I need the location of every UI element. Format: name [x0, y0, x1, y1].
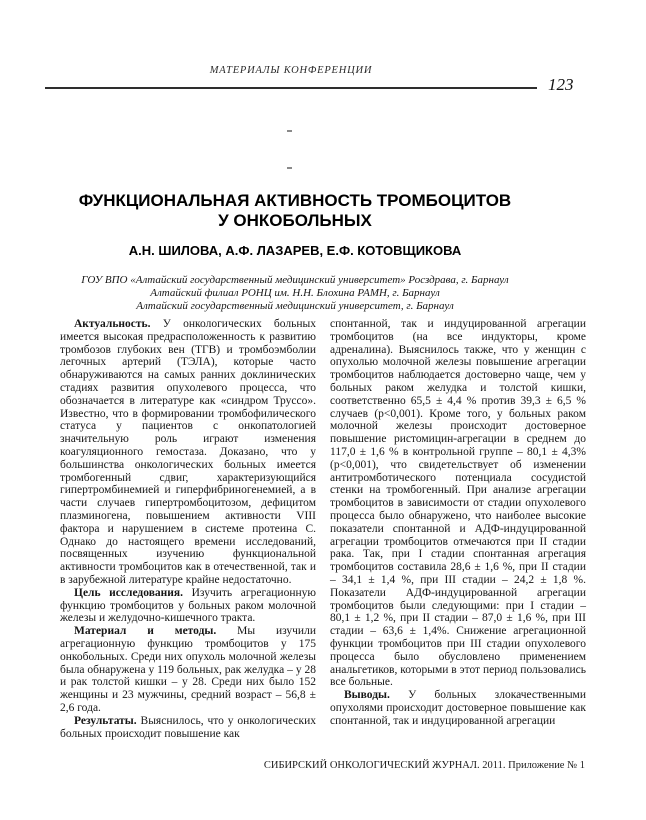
article-title: [45, 191, 545, 230]
article-title-line-1: ФУНКЦИОНАЛЬНАЯ АКТИВНОСТЬ ТРОМБОЦИТОВ: [78, 191, 512, 210]
affiliation-2: Алтайский филиал РОНЦ им. Н.Н. Блохина РАМН, г. Барнаул: [150, 287, 440, 299]
body-right-column: [330, 318, 586, 728]
page-number: 123: [548, 75, 574, 94]
paragraph-rezultaty-continued: [330, 318, 586, 689]
article-title-line-2: У ОНКОБОЛЬНЫХ: [218, 210, 372, 230]
scan-artifact-dash: [287, 130, 292, 132]
paragraph-text: У больных злокачественными опухолями происходит достоверное повышение как спонтанной, так и индуцированной агрегации: [330, 689, 586, 727]
running-head: МАТЕРИАЛЫ КОНФЕРЕНЦИИ: [209, 65, 373, 76]
paragraph-cel-issledovaniya: [60, 587, 316, 625]
paragraph-aktualnost: [60, 318, 316, 587]
journal-footer: СИБИРСКИЙ ОНКОЛОГИЧЕСКИЙ ЖУРНАЛ. 2011. Приложение № 1: [263, 760, 585, 771]
affiliation-3: Алтайский государственный медицинский университет, г. Барнаул: [136, 300, 454, 312]
paragraph-text: спонтанной, так и индуцированной агрегации тромбоцитов (на все индукторы, кроме адреналина). Выяснилось также, что у женщин с опухолью молочной железы повышение агрегации тромбоцитов наблюдается достоверно чаще, чем у больных раком желудка и толстой кишки, соответственно 65,5 ± 4,4 % против 39,3 ± 6,5 % случаев (p<0,001). Кроме того, у больных раком молочной железы происходит достоверное повышение ристомицин-агрегации в среднем до 117,0 ± 1,6 % в контрольной группе – 80,1 ± 4,3% (p<0,001), что свидетельствует об изменении антитромботического потенциала сосудистой стенки на тромбогенный. При анализе агрегации тромбоцитов в зависимости от стадии опухолевого процесса было обнаружено, что наиболее высокие показатели спонтанной и АДФ-индуцированной агрегации тромбоцитов отмечаются при II стадии рака. Так, при I стадии спонтанная агрегация тромбоцитов составила 28,6 ± 1,6 %, при II стадии – 34,1 ± 1,4 %, при III стадии – 24,2 ± 1,8 %. Показатели АДФ-индуцированной агрегации тромбоцитов были следующими: при I стадии – 80,1 ± 1,2 %, при II стадии – 87,0 ± 1,6 %, при III стадии – 63,6 ± 1,4%. Снижение агрегационной функции тромбоцитов при III стадии опухолевого процесса было обусловлено применением анальгетиков, которыми в этот период пользовались все больные.: [330, 318, 586, 689]
paragraph-material-i-metody: [60, 625, 316, 715]
paragraph-text: У онкологических больных имеется высокая предрасположенность к развитию тромбозов глубоких вен (ТГВ) и тромбоэмболии легочных артерий (ТЭЛА), которые часто обнаруживаются на самых ранних доклинических стадиях развития опухолевого процесса, что обозначается в литературе как «синдром Труссо». Известно, что в формировании тромбофилического статуса у пациентов с онкопатологией значительную роль играют изменения коагуляционного гемостаза. Доказано, что у большинства онкологических больных имеется тромбогенный сдвиг, характеризующийся гипертромбинемией и гиперфибриногенемией, а в части случаев гипертромбоцитозом, дефицитом плазминогена, повышением активности VIII фактора и нарушением в системе протеина С. Однако до настоящего времени исследований, посвященных изучению функциональной активности тромбоцитов как в отечественной, так и в зарубежной литературе крайне недостаточно.: [60, 318, 316, 586]
paragraph-lead: Результаты.: [74, 714, 137, 727]
affiliations-block: [45, 274, 545, 313]
paragraph-lead: Выводы.: [344, 689, 390, 702]
paragraph-lead: Актуальность.: [74, 318, 151, 330]
paragraph-rezultaty: [60, 715, 316, 741]
paragraph-vyvody: [330, 689, 586, 727]
paragraph-lead: Материал и методы.: [74, 625, 217, 638]
paragraph-text: Выяснилось, что у онкологических больных происходит повышение как: [60, 714, 316, 740]
paragraph-lead: Цель исследования.: [74, 586, 184, 599]
body-left-column: [60, 318, 316, 740]
header-rule: [45, 87, 537, 89]
authors-line: А.Н. ШИЛОВА, А.Ф. ЛАЗАРЕВ, Е.Ф. КОТОВЩИКОВА: [128, 243, 462, 258]
paragraph-text: Мы изучили агрегационную функцию тромбоцитов у 175 онкобольных. Среди них опухоль молочной железы была обнаружена у 119 больных, рак желудка – у 28 и рак толстой кишки – у 28. Среди них было 152 женщины и 23 мужчины, средний возраст – 56,8 ± 2,6 года.: [60, 625, 316, 714]
affiliation-1: ГОУ ВПО «Алтайский государственный медицинский университет» Росздрава, г. Барнаул: [81, 274, 509, 286]
scan-artifact-dash: [287, 167, 292, 169]
paragraph-text: Изучить агрегационную функцию тромбоцитов у больных раком молочной железы и желудочно-кишечного тракта.: [60, 586, 316, 625]
